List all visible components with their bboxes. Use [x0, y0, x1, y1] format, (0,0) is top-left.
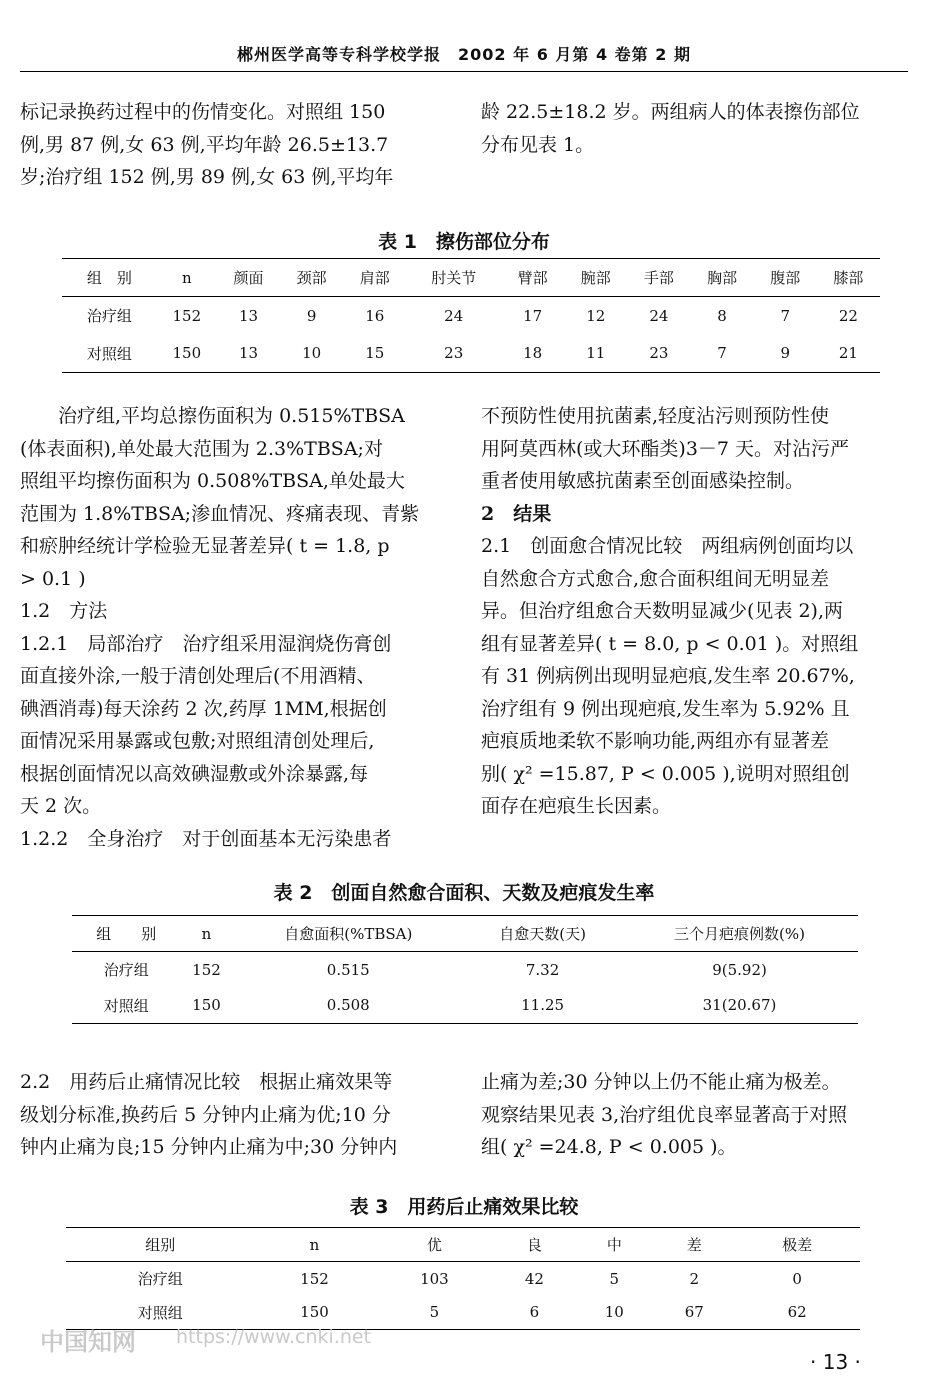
text-mid-right: [481, 400, 908, 823]
text-line: 范围为 1.8%TBSA;渗血情况、疼痛表现、青紫: [20, 502, 420, 525]
column-header: 膝部: [833, 269, 864, 287]
text-line: 照组平均擦伤面积为 0.508%TBSA,单处最大: [20, 470, 405, 492]
text-line: 分布见表 1。: [481, 133, 595, 156]
text-line: 例,男 87 例,女 63 例,平均年龄 26.5±13.7: [20, 133, 389, 156]
section-heading: 2 结果: [481, 502, 552, 525]
column-header: n: [309, 1235, 320, 1254]
column-header: 肩部: [359, 269, 390, 287]
table-cell: 9: [780, 344, 790, 363]
text-top-left: [20, 96, 448, 194]
text-line: 自然愈合方式愈合,愈合面积组间无明显差: [481, 567, 830, 590]
column-header: 颈部: [296, 269, 327, 287]
table-cell: 11.25: [521, 996, 565, 1015]
column-header: 腹部: [770, 269, 801, 287]
table-row: [66, 1296, 860, 1330]
column-header: 手部: [643, 269, 674, 287]
column-header: 三个月疤痕例数(%): [674, 925, 805, 943]
table-cell: 42: [524, 1269, 544, 1288]
table-cell: 18: [523, 344, 543, 363]
table-cell: 7: [780, 306, 790, 325]
column-header: n: [201, 924, 212, 943]
table-cell: 150: [192, 996, 221, 1015]
table-cell: 150: [300, 1303, 329, 1322]
text-line: 异。但治疗组愈合天数明显减少(见表 2),两: [481, 600, 843, 622]
table-cell: 9: [306, 306, 317, 325]
text-line: 钟内止痛为良;15 分钟内止痛为中;30 分钟内: [20, 1136, 398, 1158]
table3: [66, 1227, 860, 1330]
table-row: [72, 988, 858, 1024]
table-cell: 103: [420, 1269, 449, 1288]
text-line: 组有显著差异( t = 8.0, p < 0.01 )。对照组: [481, 632, 859, 655]
cnki-url-link[interactable]: https://www.cnki.net: [176, 1326, 372, 1348]
text-line: 面存在疤痕生长因素。: [481, 795, 672, 817]
table1-caption: 表 1 擦伤部位分布: [378, 231, 550, 253]
table-cell: 13: [238, 344, 259, 363]
text-line: 根据创面情况以高效碘湿敷或外涂暴露,每: [20, 762, 369, 785]
table-cell: 24: [649, 306, 669, 325]
table-cell: 0.515: [326, 960, 370, 979]
table-cell: 治疗组: [137, 1270, 183, 1289]
column-header: 差: [686, 1236, 702, 1254]
text-line: 2.2 用药后止痛情况比较 根据止痛效果等: [20, 1071, 393, 1093]
table-cell: 67: [684, 1303, 704, 1322]
column-header: 中: [606, 1236, 622, 1254]
text-line: 面直接外涂,一般于清创处理后(不用酒精、: [20, 665, 376, 687]
table-cell: 对照组: [103, 996, 149, 1015]
table-cell: 23: [444, 344, 464, 363]
table-cell: 22: [838, 306, 858, 325]
table-cell: 0.508: [326, 996, 370, 1015]
column-header: 肘关节: [431, 269, 477, 287]
table-cell: 152: [300, 1269, 329, 1288]
text-line: 级划分标准,换药后 5 分钟内止痛为优;10 分: [20, 1103, 391, 1126]
table-cell: 31(20.67): [702, 996, 777, 1015]
table-cell: 0: [792, 1269, 802, 1288]
text-line: 组( χ² =24.8, P < 0.005 )。: [481, 1136, 737, 1158]
table2-caption: 表 2 创面自然愈合面积、天数及疤痕发生率: [273, 882, 655, 904]
journal-header: 郴州医学高等专科学校学报 2002 年 6 月第 4 卷第 2 期: [237, 45, 691, 64]
table-cell: 10: [604, 1303, 624, 1322]
table-cell: 24: [444, 306, 464, 325]
table-cell: 152: [172, 306, 202, 325]
column-header: 组别: [145, 1236, 176, 1254]
table-cell: 7.32: [525, 960, 560, 979]
table-cell: 对照组: [86, 344, 132, 363]
table-cell: 对照组: [137, 1303, 183, 1322]
table-cell: 21: [838, 344, 858, 363]
column-header: 自愈面积(%TBSA): [284, 925, 413, 943]
table-cell: 16: [365, 306, 385, 325]
column-header: 良: [526, 1236, 542, 1254]
text-line: 治疗组有 9 例出现疤痕,发生率为 5.92% 且: [481, 697, 850, 720]
text-line: 天 2 次。: [20, 795, 102, 817]
text-line: 1.2.2 全身治疗 对于创面基本无污染患者: [20, 827, 392, 850]
table-cell: 62: [787, 1303, 807, 1322]
text-line: 疤痕质地柔软不影响功能,两组亦有显著差: [481, 730, 830, 752]
text-line: 面情况采用暴露或包敷;对照组清创处理后,: [20, 730, 375, 752]
column-header: 胸部: [707, 269, 738, 287]
table3-caption: 表 3 用药后止痛效果比较: [349, 1196, 579, 1218]
text-line: 观察结果见表 3,治疗组优良率显著高于对照: [481, 1103, 848, 1126]
text-line: 和瘀肿经统计学检验无显著差异( t = 1.8, p: [20, 535, 390, 557]
text-line: 有 31 例病例出现明显疤痕,发生率 20.67%,: [481, 665, 855, 687]
column-header: 组 别: [96, 925, 157, 943]
table-cell: 8: [717, 306, 727, 325]
text-line: 别( χ² =15.87, P < 0.005 ),说明对照组创: [481, 762, 850, 785]
text-line: 岁;治疗组 152 例,男 89 例,女 63 例,平均年: [20, 166, 394, 188]
text-line: 碘酒消毒)每天涂药 2 次,药厚 1MM,根据创: [20, 697, 387, 720]
text-line: 用阿莫西林(或大环酯类)3－7 天。对沾污严: [481, 437, 850, 460]
table-cell: 23: [649, 344, 669, 363]
column-header: 颜面: [233, 269, 264, 287]
cnki-logo: 中国知网: [40, 1328, 136, 1356]
table-row: [62, 335, 880, 373]
text-line: 1.2.1 局部治疗 治疗组采用湿润烧伤膏创: [20, 632, 392, 655]
column-header: 极差: [782, 1236, 813, 1254]
column-header: 腕部: [580, 269, 611, 287]
column-header: 臂部: [517, 269, 548, 287]
table-cell: 5: [609, 1269, 620, 1288]
section-heading: 1.2 方法: [20, 600, 108, 622]
text-mid-left: [20, 400, 448, 855]
text-line: 标记录换药过程中的伤情变化。对照组 150: [20, 101, 386, 123]
text-line: > 0.1 ): [20, 567, 86, 590]
table-cell: 7: [717, 344, 727, 363]
table-cell: 17: [523, 306, 543, 325]
page-number: · 13 ·: [810, 1350, 861, 1374]
text-line: 龄 22.5±18.2 岁。两组病人的体表擦伤部位: [481, 101, 860, 123]
table-cell: 15: [365, 344, 385, 363]
header-rule: [20, 71, 908, 72]
table-row: [62, 297, 880, 335]
table2: [72, 915, 858, 1024]
table-cell: 2: [689, 1269, 700, 1288]
table-cell: 150: [172, 344, 202, 363]
text-line: 治疗组,平均总擦伤面积为 0.515%TBSA: [58, 405, 405, 427]
table-cell: 治疗组: [103, 961, 149, 980]
text-line: 不预防性使用抗菌素,轻度沾污则预防性使: [481, 405, 830, 427]
table-cell: 11: [586, 344, 606, 363]
text-line: 重者使用敏感抗菌素至创面感染控制。: [481, 470, 805, 492]
column-header: 优: [426, 1236, 442, 1254]
table-cell: 5: [429, 1303, 440, 1322]
text-top-right: [481, 96, 908, 161]
table-cell: 9(5.92): [712, 960, 767, 979]
table-cell: 13: [238, 306, 259, 325]
text-lower-left: [20, 1066, 448, 1164]
table-cell: 152: [192, 960, 221, 979]
column-header: 自愈天数(天): [499, 925, 586, 943]
table-cell: 12: [586, 306, 606, 325]
text-line: 2.1 创面愈合情况比较 两组病例创面均以: [481, 535, 854, 557]
text-line: (体表面积),单处最大范围为 2.3%TBSA;对: [20, 437, 383, 460]
text-lower-right: [481, 1066, 908, 1164]
table-cell: 6: [529, 1303, 540, 1322]
table-row: [72, 952, 858, 988]
column-header: 组 别: [86, 269, 132, 287]
table-row: [66, 1262, 860, 1296]
table-cell: 治疗组: [86, 307, 132, 326]
table1: [62, 258, 880, 373]
column-header: n: [181, 268, 192, 287]
table-cell: 10: [302, 344, 322, 363]
text-line: 止痛为差;30 分钟以上仍不能止痛为极差。: [481, 1071, 841, 1093]
